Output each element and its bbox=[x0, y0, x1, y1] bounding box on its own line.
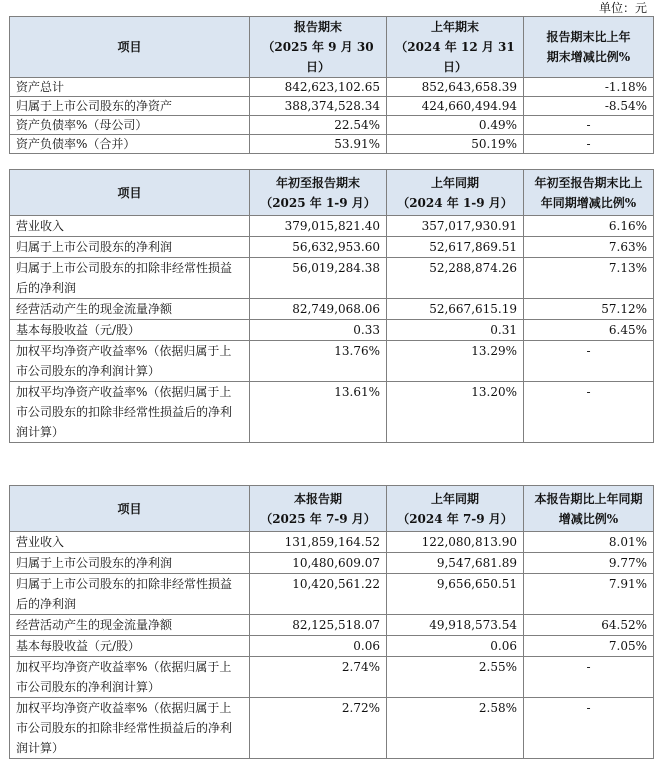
value-change: 57.12% bbox=[524, 299, 654, 320]
table-row bbox=[10, 320, 654, 341]
row-label: 营业收入 bbox=[10, 532, 250, 553]
header-period-end: 报告期末 （2025 年 9 月 30 日） bbox=[250, 17, 387, 78]
table-row bbox=[10, 299, 654, 320]
value-change: 64.52% bbox=[524, 615, 654, 636]
value-prior: 50.19% bbox=[387, 135, 524, 154]
table-row bbox=[10, 698, 654, 759]
row-label: 加权平均净资产收益率%（依据归属于上市公司股东的净利润计算） bbox=[10, 341, 250, 382]
value-change: 7.63% bbox=[524, 237, 654, 258]
ytd-performance-table bbox=[9, 169, 654, 443]
value-current: 13.61% bbox=[250, 382, 387, 443]
value-prior: 52,667,615.19 bbox=[387, 299, 524, 320]
value-prior: 0.49% bbox=[387, 116, 524, 135]
value-current: 56,632,953.60 bbox=[250, 237, 387, 258]
value-prior: 49,918,573.54 bbox=[387, 615, 524, 636]
value-change: 7.13% bbox=[524, 258, 654, 299]
value-prior: 357,017,930.91 bbox=[387, 216, 524, 237]
value-current: 56,019,284.38 bbox=[250, 258, 387, 299]
table-header-row bbox=[10, 170, 654, 216]
row-label: 归属于上市公司股东的净利润 bbox=[10, 237, 250, 258]
table-row bbox=[10, 615, 654, 636]
row-label: 经营活动产生的现金流量净额 bbox=[10, 615, 250, 636]
table-header-row bbox=[10, 486, 654, 532]
header-ytd: 年初至报告期末 （2025 年 1-9 月） bbox=[250, 170, 387, 216]
header-item: 项目 bbox=[10, 170, 250, 216]
value-current: 0.06 bbox=[250, 636, 387, 657]
table-row bbox=[10, 574, 654, 615]
row-label: 加权平均净资产收益率%（依据归属于上市公司股东的净利润计算） bbox=[10, 657, 250, 698]
unit-label: 单位：元 bbox=[598, 1, 647, 15]
table-row bbox=[10, 553, 654, 574]
value-change: - bbox=[524, 116, 654, 135]
table-row bbox=[10, 116, 654, 135]
row-label: 归属于上市公司股东的净资产 bbox=[10, 97, 250, 116]
value-change: 7.91% bbox=[524, 574, 654, 615]
header-prior-year-end: 上年期末 （2024 年 12 月 31 日） bbox=[387, 17, 524, 78]
table-header-row bbox=[10, 17, 654, 78]
value-current: 2.72% bbox=[250, 698, 387, 759]
value-prior: 0.06 bbox=[387, 636, 524, 657]
value-prior: 852,643,658.39 bbox=[387, 78, 524, 97]
value-current: 13.76% bbox=[250, 341, 387, 382]
header-change-pct: 本报告期比上年同期 增减比例% bbox=[524, 486, 654, 532]
value-prior: 13.29% bbox=[387, 341, 524, 382]
header-item: 项目 bbox=[10, 486, 250, 532]
value-current: 10,420,561.22 bbox=[250, 574, 387, 615]
value-prior: 122,080,813.90 bbox=[387, 532, 524, 553]
header-change-pct: 报告期末比上年 期末增减比例% bbox=[524, 17, 654, 78]
value-prior: 2.55% bbox=[387, 657, 524, 698]
value-prior: 2.58% bbox=[387, 698, 524, 759]
row-label: 基本每股收益（元/股） bbox=[10, 636, 250, 657]
value-change: - bbox=[524, 341, 654, 382]
value-current: 2.74% bbox=[250, 657, 387, 698]
value-prior: 424,660,494.94 bbox=[387, 97, 524, 116]
value-prior: 9,547,681.89 bbox=[387, 553, 524, 574]
value-current: 842,623,102.65 bbox=[250, 78, 387, 97]
value-current: 22.54% bbox=[250, 116, 387, 135]
header-prior-period: 上年同期 （2024 年 1-9 月） bbox=[387, 170, 524, 216]
value-change: 8.01% bbox=[524, 532, 654, 553]
header-current-quarter: 本报告期 （2025 年 7-9 月） bbox=[250, 486, 387, 532]
value-change: 6.45% bbox=[524, 320, 654, 341]
value-current: 53.91% bbox=[250, 135, 387, 154]
value-change: -1.18% bbox=[524, 78, 654, 97]
header-change-pct: 年初至报告期末比上 年同期增减比例% bbox=[524, 170, 654, 216]
value-current: 388,374,528.34 bbox=[250, 97, 387, 116]
table-row bbox=[10, 237, 654, 258]
value-prior: 13.20% bbox=[387, 382, 524, 443]
value-prior: 9,656,650.51 bbox=[387, 574, 524, 615]
row-label: 归属于上市公司股东的扣除非经常性损益后的净利润 bbox=[10, 258, 250, 299]
value-change: - bbox=[524, 698, 654, 759]
value-current: 82,125,518.07 bbox=[250, 615, 387, 636]
value-change: 7.05% bbox=[524, 636, 654, 657]
table-row bbox=[10, 78, 654, 97]
value-prior: 0.31 bbox=[387, 320, 524, 341]
table-row bbox=[10, 657, 654, 698]
value-current: 0.33 bbox=[250, 320, 387, 341]
row-label: 资产负债率%（合并） bbox=[10, 135, 250, 154]
row-label: 经营活动产生的现金流量净额 bbox=[10, 299, 250, 320]
value-change: - bbox=[524, 135, 654, 154]
header-item: 项目 bbox=[10, 17, 250, 78]
value-change: 9.77% bbox=[524, 553, 654, 574]
value-current: 10,480,609.07 bbox=[250, 553, 387, 574]
value-current: 379,015,821.40 bbox=[250, 216, 387, 237]
table-row bbox=[10, 97, 654, 116]
table-row bbox=[10, 258, 654, 299]
value-current: 82,749,068.06 bbox=[250, 299, 387, 320]
value-change: - bbox=[524, 657, 654, 698]
row-label: 加权平均净资产收益率%（依据归属于上市公司股东的扣除非经常性损益后的净利润计算） bbox=[10, 382, 250, 443]
table-row bbox=[10, 135, 654, 154]
quarter-performance-table bbox=[9, 485, 654, 759]
row-label: 营业收入 bbox=[10, 216, 250, 237]
row-label: 资产总计 bbox=[10, 78, 250, 97]
value-prior: 52,288,874.26 bbox=[387, 258, 524, 299]
row-label: 加权平均净资产收益率%（依据归属于上市公司股东的扣除非经常性损益后的净利润计算） bbox=[10, 698, 250, 759]
table-row bbox=[10, 216, 654, 237]
value-prior: 52,617,869.51 bbox=[387, 237, 524, 258]
value-change: -8.54% bbox=[524, 97, 654, 116]
table-row bbox=[10, 636, 654, 657]
value-current: 131,859,164.52 bbox=[250, 532, 387, 553]
value-change: 6.16% bbox=[524, 216, 654, 237]
value-change: - bbox=[524, 382, 654, 443]
row-label: 归属于上市公司股东的净利润 bbox=[10, 553, 250, 574]
row-label: 归属于上市公司股东的扣除非经常性损益后的净利润 bbox=[10, 574, 250, 615]
table-row bbox=[10, 341, 654, 382]
row-label: 资产负债率%（母公司） bbox=[10, 116, 250, 135]
table-row bbox=[10, 382, 654, 443]
balance-summary-table bbox=[9, 16, 654, 154]
header-prior-period: 上年同期 （2024 年 7-9 月） bbox=[387, 486, 524, 532]
table-row bbox=[10, 532, 654, 553]
row-label: 基本每股收益（元/股） bbox=[10, 320, 250, 341]
